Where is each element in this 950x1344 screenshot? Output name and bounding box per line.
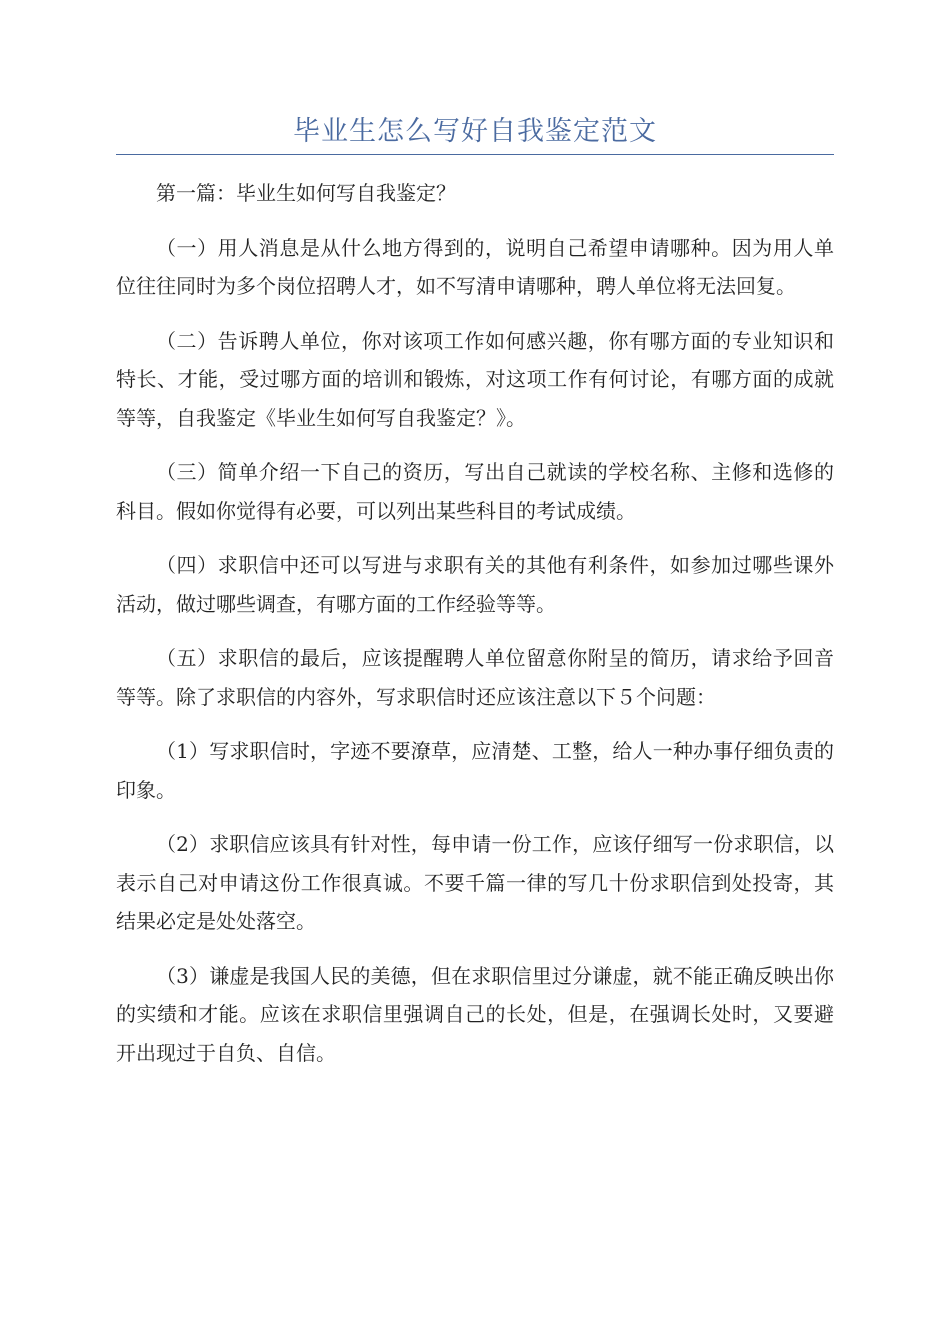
paragraph-note-2: （2）求职信应该具有针对性，每申请一份工作，应该仔细写一份求职信，以表示自己对申请这份工作很真诚。不要千篇一律的写几十份求职信到处投寄，其结果必定是处处落空。 — [116, 832, 834, 933]
paragraph-item-5: （五）求职信的最后，应该提醒聘人单位留意你附呈的简历，请求给予回音等等。除了求职信的内容外，写求职信时还应该注意以下５个问题： — [116, 646, 834, 709]
title-underline — [116, 154, 834, 155]
paragraph-note-1: （1）写求职信时，字迹不要潦草，应清楚、工整，给人一种办事仔细负责的印象。 — [116, 739, 834, 802]
paragraph-note-3: （3）谦虚是我国人民的美德，但在求职信里过分谦虚，就不能正确反映出你的实绩和才能。应该在求职信里强调自己的长处，但是，在强调长处时，又要避开出现过于自负、自信。 — [116, 963, 834, 1065]
paragraph-item-1: （一）用人消息是从什么地方得到的，说明自己希望申请哪种。因为用人单位往往同时为多个岗位招聘人才，如不写清申请哪种，聘人单位将无法回复。 — [116, 235, 834, 298]
paragraph-item-3: （三）简单介绍一下自己的资历，写出自己就读的学校名称、主修和选修的科目。假如你觉得有必要，可以列出某些科目的考试成绩。 — [116, 460, 834, 523]
paragraph-item-4: （四）求职信中还可以写进与求职有关的其他有利条件，如参加过哪些课外活动，做过哪些调查，有哪方面的工作经验等等。 — [116, 553, 834, 616]
paragraph-item-2: （二）告诉聘人单位，你对该项工作如何感兴趣，你有哪方面的专业知识和特长、才能，受过哪方面的培训和锻炼，对这项工作有何讨论，有哪方面的成就等等，自我鉴定《毕业生如何写自我鉴定？》。 — [116, 328, 834, 430]
document-title: 毕业生怎么写好自我鉴定范文 — [293, 116, 657, 147]
paragraph-section-heading: 第一篇：毕业生如何写自我鉴定？ — [156, 181, 456, 205]
document-body — [116, 174, 834, 1088]
